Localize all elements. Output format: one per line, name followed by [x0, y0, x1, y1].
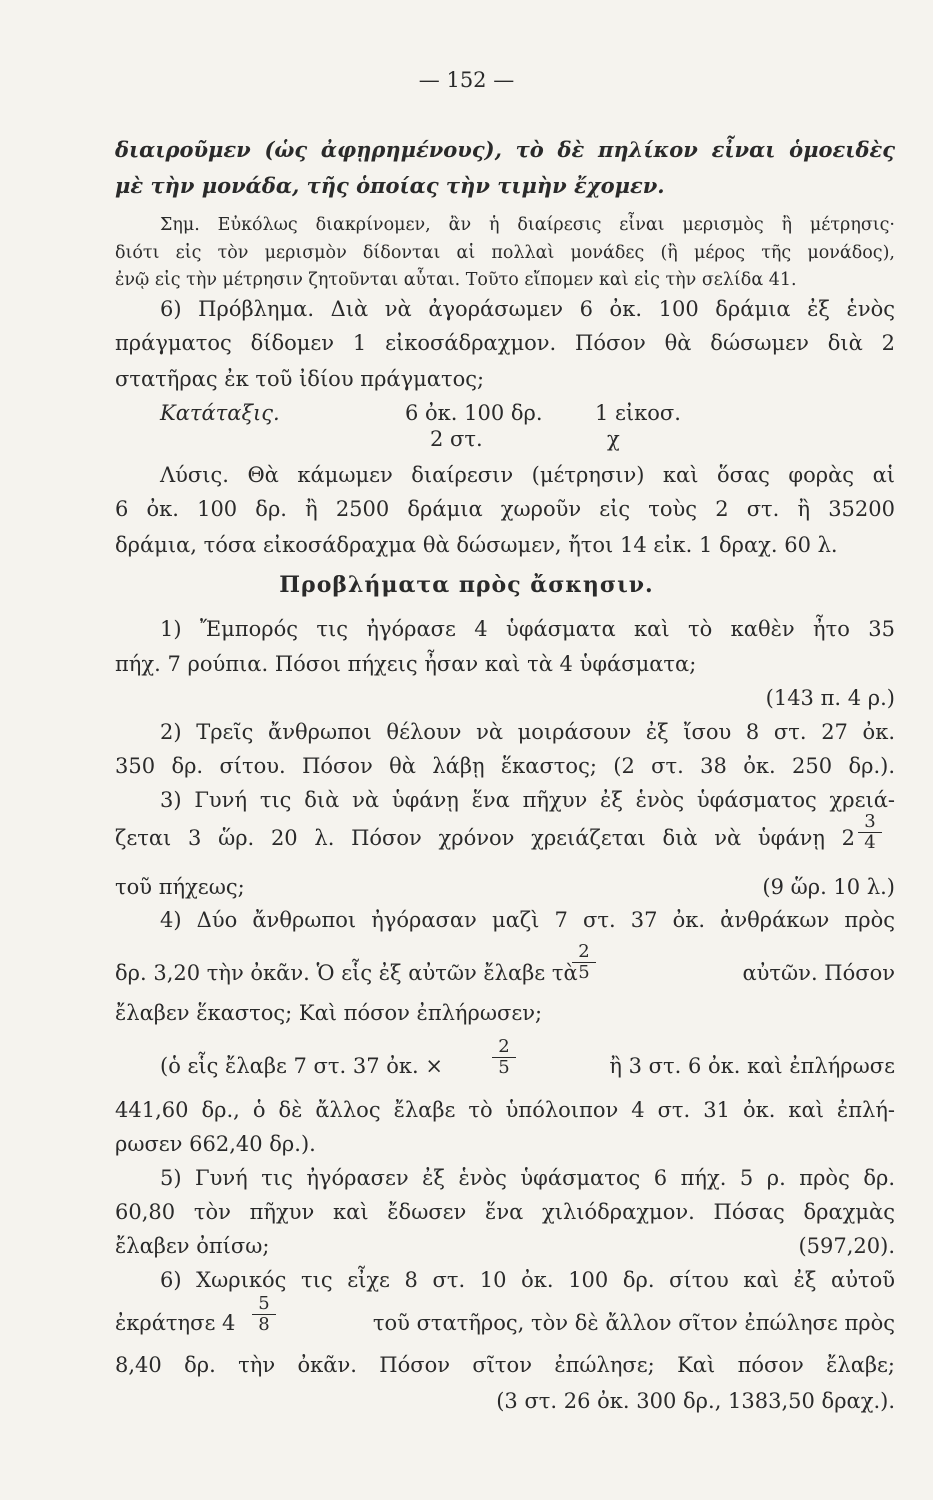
- exercise-line: 60,80 τὸν πῆχυν καὶ ἔδωσεν ἕνα χιλιόδραχμον. Πόσας δραχμὰς: [115, 1200, 895, 1224]
- fraction: 2 5: [572, 942, 596, 983]
- fraction: 5 8: [252, 1294, 276, 1335]
- exercise-line: ἔλαβεν ἕκαστος; Καὶ πόσον ἐπλήρωσεν;: [115, 1001, 543, 1025]
- fraction: 3 4: [858, 812, 882, 853]
- layout-label: Κατάταξις.: [160, 401, 280, 425]
- exercise-line: ζεται 3 ὥρ. 20 λ. Πόσον χρόνον χρειάζεται διὰ νὰ ὑφάνῃ 2: [115, 826, 855, 850]
- exercise-line: 441,60 δρ., ὁ δὲ ἄλλος ἔλαβε τὸ ὑπόλοιπον 4 στ. 31 ὀκ. καὶ ἐπλή-: [115, 1098, 895, 1122]
- note-line: διότι εἰς τὸν μερισμὸν δίδονται αἱ πολλαὶ μονάδες (ἢ μέρος τῆς μονάδος),: [115, 243, 895, 263]
- note-line: ἐνῷ εἰς τὴν μέτρησιν ζητοῦνται αὗται. Τοῦτο εἴπομεν καὶ εἰς τὴν σελίδα 41.: [115, 270, 797, 290]
- answer: (597,20).: [798, 1234, 895, 1258]
- layout-value: 1 εἰκοσ.: [595, 401, 681, 425]
- exercise-line: 5) Γυνή τις ἠγόρασεν ἐξ ἑνὸς ὑφάσματος 6 πήχ. 5 ρ. πρὸς δρ.: [160, 1166, 895, 1190]
- section-heading: Προβλήματα πρὸς ἄσκησιν.: [279, 572, 654, 598]
- exercise-line: 2) Τρεῖς ἄνθρωποι θέλουν νὰ μοιράσουν ἐξ ἴσου 8 στ. 27 ὀκ.: [160, 720, 895, 744]
- exercise-line: 3) Γυνή τις διὰ νὰ ὑφάνῃ ἕνα πῆχυν ἐξ ἑνὸς ὑφάσματος χρειά-: [160, 788, 895, 812]
- exercise-text: ἢ 3 στ. 6 ὀκ. καὶ ἐπλήρωσε: [609, 1054, 895, 1078]
- exercise-line: 8,40 δρ. τὴν ὀκᾶν. Πόσον σῖτον ἐπώλησε; Καὶ πόσον ἔλαβε;: [115, 1353, 895, 1377]
- solution-line: Λύσις. Θὰ κάμωμεν διαίρεσιν (μέτρησιν) καὶ ὅσας φορὰς αἱ: [160, 463, 895, 487]
- exercise-line: ἐκράτησε 4: [115, 1311, 236, 1335]
- exercise-text: αὐτῶν. Πόσον: [742, 961, 895, 985]
- fraction: 2 5: [492, 1037, 516, 1078]
- exercise-line: τοῦ πήχεως;: [115, 875, 245, 899]
- problem-line: 6) Πρόβλημα. Διὰ νὰ ἀγοράσωμεν 6 ὀκ. 100 δράμια ἐξ ἑνὸς: [160, 297, 895, 321]
- answer: (9 ὥρ. 10 λ.): [762, 875, 895, 899]
- exercise-line: 350 δρ. σίτου. Πόσον θὰ λάβῃ ἕκαστος; (2 στ. 38 ὀκ. 250 δρ.).: [115, 754, 895, 778]
- exercise-line: (ὁ εἷς ἔλαβε 7 στ. 37 ὀκ. ×: [160, 1054, 443, 1078]
- text-line: διαιροῦμεν (ὡς ἀφῃρημένους), τὸ δὲ πηλίκον εἶναι ὁμοειδὲς: [115, 137, 895, 162]
- answer: (143 π. 4 ρ.): [765, 686, 895, 710]
- layout-value: χ: [607, 427, 620, 451]
- exercise-line: 1) Ἔμπορός τις ἠγόρασε 4 ὑφάσματα καὶ τὸ καθὲν ἦτο 35: [160, 617, 895, 641]
- note-line: Σημ. Εὐκόλως διακρίνομεν, ἂν ἡ διαίρεσις εἶναι μερισμὸς ἢ μέτρησις·: [160, 215, 895, 235]
- layout-value: 6 ὀκ. 100 δρ.: [405, 401, 543, 425]
- problem-line: πράγματος δίδομεν 1 εἰκοσάδραχμον. Πόσον θὰ δώσωμεν διὰ 2: [115, 331, 895, 355]
- problem-line: στατῆρας ἐκ τοῦ ἰδίου πράγματος;: [115, 367, 485, 391]
- exercise-line: δρ. 3,20 τὴν ὀκᾶν. Ὁ εἷς ἐξ αὐτῶν ἔλαβε τὰ: [115, 961, 578, 985]
- exercise-line: 4) Δύο ἄνθρωποι ἠγόρασαν μαζὶ 7 στ. 37 ὀκ. ἀνθράκων πρὸς: [160, 908, 895, 932]
- solution-line: δράμια, τόσα εἰκοσάδραχμα θὰ δώσωμεν, ἤτοι 14 εἰκ. 1 δραχ. 60 λ.: [115, 533, 838, 557]
- text-line: μὲ τὴν μονάδα, τῆς ὁποίας τὴν τιμὴν ἔχομεν.: [115, 173, 665, 198]
- exercise-line: 6) Χωρικός τις εἶχε 8 στ. 10 ὀκ. 100 δρ. σίτου καὶ ἐξ αὐτοῦ: [160, 1268, 895, 1292]
- exercise-line: ρωσεν 662,40 δρ.).: [115, 1132, 316, 1156]
- layout-value: 2 στ.: [430, 427, 483, 451]
- exercise-line: πήχ. 7 ρούπια. Πόσοι πήχεις ἦσαν καὶ τὰ 4 ὑφάσματα;: [115, 652, 697, 676]
- exercise-line: ἔλαβεν ὀπίσω;: [115, 1234, 270, 1258]
- solution-line: 6 ὀκ. 100 δρ. ἢ 2500 δράμια χωροῦν εἰς τοὺς 2 στ. ἢ 35200: [115, 497, 895, 521]
- page-number: — 152 —: [418, 68, 515, 92]
- exercise-text: τοῦ στατῆρος, τὸν δὲ ἄλλον σῖτον ἐπώλησε πρὸς: [372, 1311, 895, 1335]
- answer: (3 στ. 26 ὀκ. 300 δρ., 1383,50 δραχ.).: [496, 1389, 895, 1413]
